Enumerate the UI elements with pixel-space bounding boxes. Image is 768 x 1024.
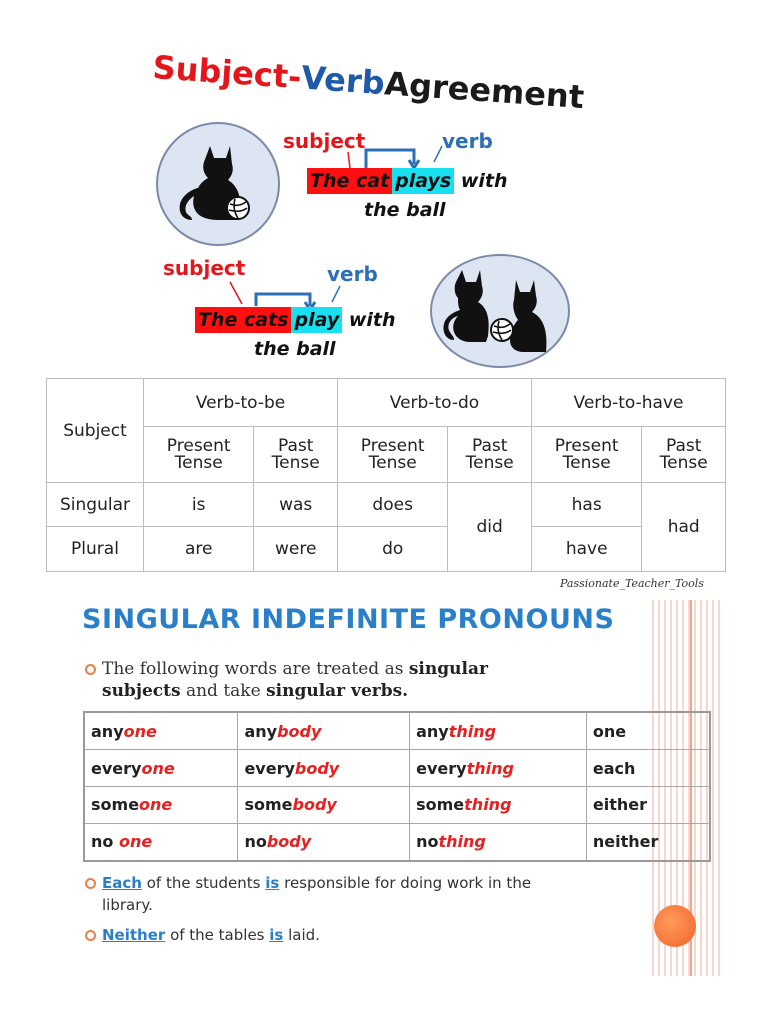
pronoun-prefix: some [91,795,140,815]
pronoun-prefix: any [244,721,278,741]
pronoun-suffix: one [118,832,153,852]
group-header-do: Verb-to-do [337,379,531,427]
example-sentence-1-line2: the ball [364,199,446,221]
tense-header: Present Tense [144,427,254,483]
pronoun-prefix: some [244,795,293,815]
sentence-rest-1: with [454,170,508,192]
example-sentence-1 [307,170,508,192]
pronoun-prefix: any [91,721,124,741]
slide-intro: The following words are treated as singular subjects and take singular verbs. [102,659,488,701]
verb-is-link: is [265,874,280,892]
table-row [84,786,710,823]
verb-highlight-2: play [291,307,342,333]
pronoun-cell [410,823,587,861]
table-cell: are [144,527,254,572]
example-sentence-2-line2: the ball [254,338,336,360]
pronoun-cell [238,712,410,750]
title-subject: Subject [151,48,290,96]
credit-text: Passionate_Teacher_Tools [560,577,704,590]
subject-label-2: subject [163,256,246,280]
pronoun-cell [586,823,710,861]
verb-table [46,378,726,572]
pronoun-cell [586,712,710,750]
pronoun-prefix: neither [592,832,659,852]
verb-is-link: is [269,926,284,944]
subject-highlight-1: The cat [307,168,392,194]
cat-icon [158,124,278,244]
table-cell-did: did [448,483,532,572]
table-row [84,750,710,787]
pronoun-suffix: body [277,721,322,741]
pronoun-cell [410,786,587,823]
row-label-plural: Plural [47,527,144,572]
group-header-have: Verb-to-have [531,379,725,427]
cat-circle-2 [430,254,570,368]
table-cell: have [531,527,641,572]
example-sentence-2 [195,309,396,331]
each-link: Each [102,874,142,892]
cat-icon [432,256,568,366]
pronoun-cell [238,823,410,861]
title-agreement: Agreement [383,64,586,117]
pronoun-prefix: either [592,795,647,815]
pronoun-cell [410,712,587,750]
group-header-be: Verb-to-be [144,379,338,427]
pronoun-prefix: every [91,758,142,778]
pronoun-prefix: no [91,832,119,852]
pronoun-cell [238,786,410,823]
table-cell: is [144,483,254,527]
table-row [84,823,710,861]
ball-icon [226,196,250,220]
sentence-rest-2: with [342,309,396,331]
pronoun-suffix: one [139,795,173,815]
pronoun-cell [84,823,238,861]
pronoun-suffix: thing [448,721,497,741]
pronoun-prefix: any [416,721,449,741]
pronoun-prefix: one [592,721,627,741]
pronoun-suffix: thing [466,758,514,778]
pronoun-cell [586,786,710,823]
title-verb: Verb [300,58,386,103]
pronoun-cell [84,750,238,787]
pronoun-cell [84,712,238,750]
subject-header: Subject [47,379,144,483]
table-cell: were [254,527,338,572]
orange-dot-decoration [654,905,696,947]
table-cell: was [254,483,338,527]
tense-header: Past Tense [448,427,532,483]
tense-header: Past Tense [254,427,338,483]
table-cell: does [337,483,447,527]
bullet-icon [85,664,96,675]
row-label-singular: Singular [47,483,144,527]
table-cell-had: had [642,483,726,572]
title-dash: - [286,57,303,97]
slide-title: SINGULAR INDEFINITE PRONOUNS [82,604,615,635]
pronoun-cell [238,750,410,787]
pronoun-prefix: every [416,758,467,778]
bullet-icon [85,930,96,941]
subject-highlight-2: The cats [195,307,291,333]
pronoun-suffix: body [292,795,337,815]
pronoun-suffix: one [141,758,175,778]
ball-icon [490,318,514,342]
table-cell: has [531,483,641,527]
pronoun-cell [84,786,238,823]
pronoun-prefix: some [416,795,465,815]
pronoun-suffix: one [123,721,157,741]
tense-header: Present Tense [531,427,641,483]
pronoun-prefix: each [592,758,636,778]
neither-link: Neither [102,926,166,944]
pronoun-suffix: body [294,758,340,778]
verb-label-1: verb [442,129,493,153]
pronoun-table [83,711,711,862]
verb-highlight-1: plays [392,168,454,194]
pronoun-cell [410,750,587,787]
tense-header: Present Tense [337,427,447,483]
pronoun-prefix: every [244,758,295,778]
example-sentence-neither: Neither of the tables is laid. [102,926,320,944]
pronoun-prefix: no [244,832,267,852]
tense-header: Past Tense [642,427,726,483]
bullet-icon [85,878,96,889]
pronoun-suffix: thing [438,832,486,852]
table-row [84,712,710,750]
pronoun-prefix: no [416,832,439,852]
pronoun-suffix: body [266,832,312,852]
pronoun-suffix: thing [464,795,512,815]
example-sentence-each: Each of the students is responsible for doing work in the library. [102,874,532,914]
cat-circle-1 [156,122,280,246]
table-cell: do [337,527,447,572]
pronoun-cell [586,750,710,787]
verb-label-2: verb [327,262,378,286]
subject-label-1: subject [283,129,366,153]
